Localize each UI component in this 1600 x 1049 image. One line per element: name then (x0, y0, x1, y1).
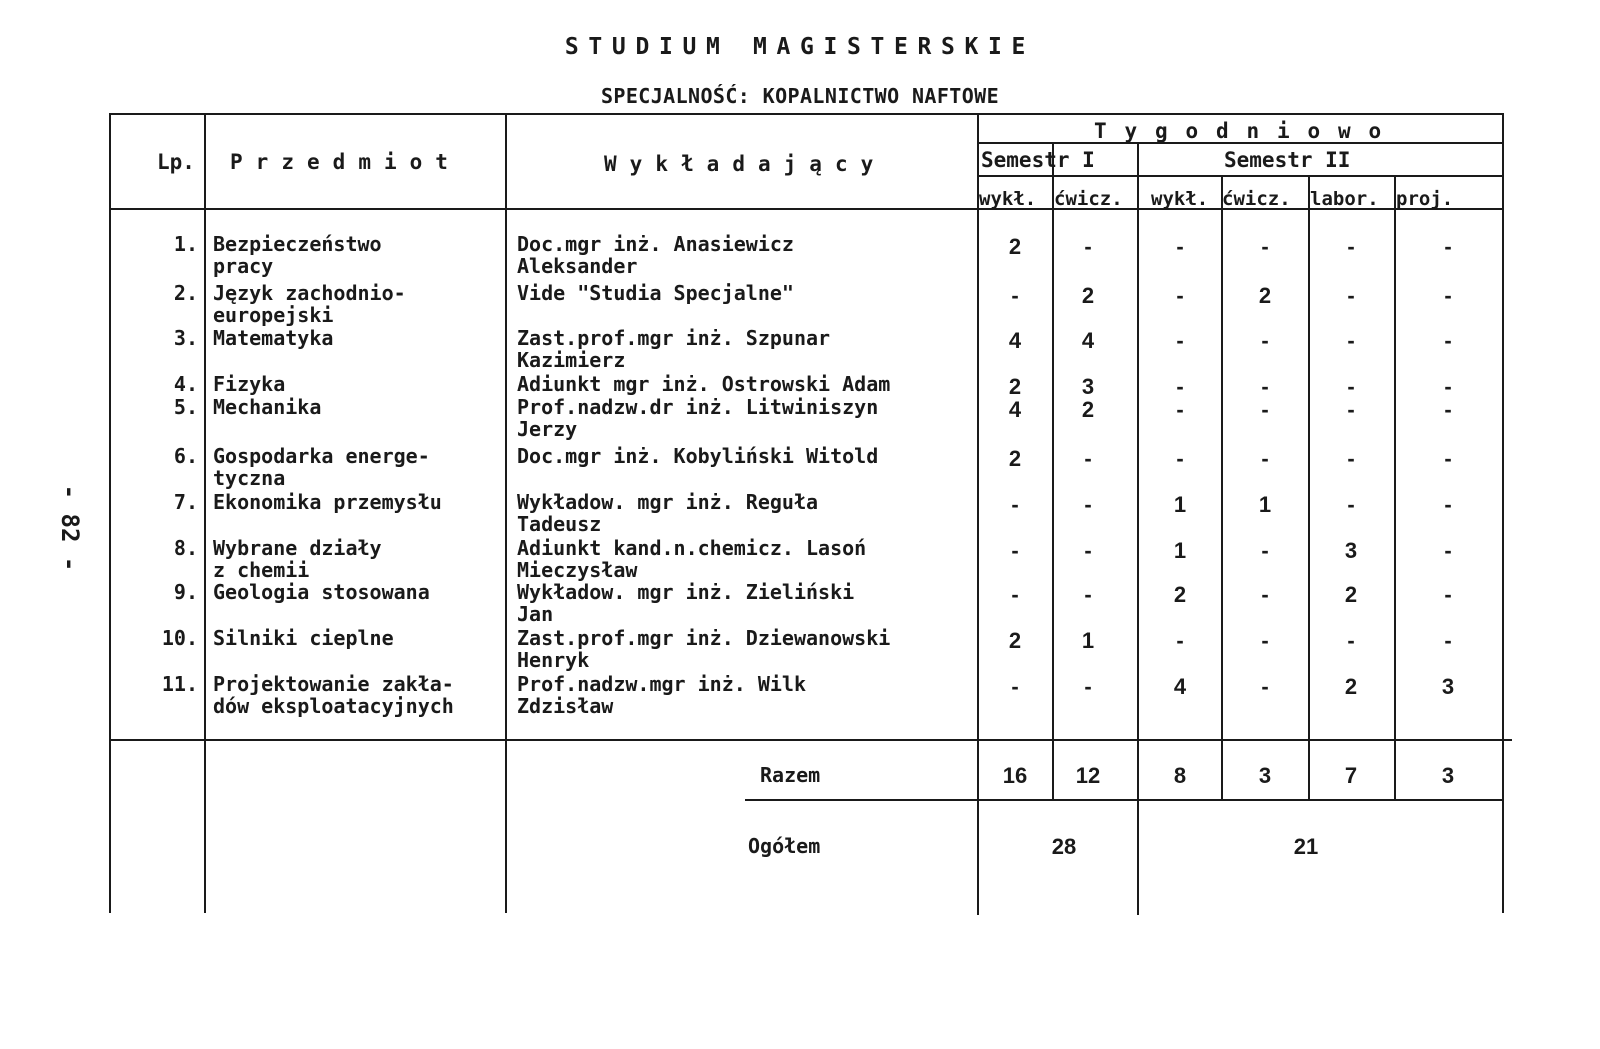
row-hours-cell: - (1011, 674, 1019, 699)
row-hours-cell: 3 (1081, 374, 1095, 399)
row-hours-cell: - (1261, 397, 1269, 422)
header-semester-1: Semestr I (981, 148, 1095, 172)
row-subject: Projektowanie zakła- (213, 672, 454, 696)
grid-line (1394, 175, 1396, 800)
row-lp: 7. (173, 490, 198, 514)
row-subject: pracy (213, 254, 274, 278)
row-hours-cell: - (1176, 374, 1184, 399)
row-hours-cell: 2 (1008, 234, 1022, 259)
row-hours-cell: - (1176, 283, 1184, 308)
row-hours-cell: 1 (1173, 492, 1187, 517)
row-lecturer: Adiunkt mgr inż. Ostrowski Adam (517, 372, 891, 396)
ogolem-semester-1: 28 (1051, 834, 1077, 859)
grid-line (978, 175, 1504, 177)
row-hours-cell: - (1444, 538, 1452, 563)
row-lp: 1. (173, 232, 198, 256)
header-sub-proj: proj. (1396, 188, 1454, 210)
grid-line (1502, 113, 1504, 913)
row-lecturer: Zdzisław (517, 694, 614, 718)
row-lecturer: Adiunkt kand.n.chemicz. Lasoń (517, 536, 867, 560)
row-lecturer: Doc.mgr inż. Anasiewicz (517, 232, 794, 256)
row-hours-cell: 4 (1173, 674, 1187, 699)
grid-line (110, 208, 1504, 210)
row-subject: Gospodarka energe- (213, 444, 430, 468)
row-hours-cell: 4 (1008, 328, 1022, 353)
row-hours-cell: - (1347, 397, 1355, 422)
row-subject: z chemii (213, 558, 310, 582)
header-sub-labor: labor. (1310, 188, 1379, 210)
grid-line (1221, 175, 1223, 800)
row-hours-cell: 4 (1008, 397, 1022, 422)
row-hours-cell: - (1176, 628, 1184, 653)
page-number: - 82 - (56, 484, 84, 572)
row-lp: 4. (173, 372, 198, 396)
razem-cell: 3 (1441, 763, 1455, 788)
row-hours-cell: - (1261, 538, 1269, 563)
row-hours-cell: - (1444, 283, 1452, 308)
row-hours-cell: - (1261, 628, 1269, 653)
razem-cell: 3 (1258, 763, 1272, 788)
row-subject: Silniki cieplne (213, 626, 394, 650)
row-hours-cell: 2 (1344, 674, 1358, 699)
row-subject: dów eksploatacyjnych (213, 694, 454, 718)
header-weekly: Tygodniowo (1094, 119, 1399, 143)
row-subject: Bezpieczeństwo (213, 232, 382, 256)
row-hours-cell: - (1444, 582, 1452, 607)
row-lecturer: Kazimierz (517, 348, 626, 372)
row-hours-cell: - (1347, 283, 1355, 308)
row-lecturer: Jerzy (517, 417, 578, 441)
row-lecturer: Zast.prof.mgr inż. Szpunar (517, 326, 831, 350)
row-hours-cell: - (1444, 328, 1452, 353)
row-hours-cell: 2 (1258, 283, 1272, 308)
row-lp: 8. (173, 536, 198, 560)
grid-line (1137, 142, 1139, 915)
row-hours-cell: 1 (1081, 628, 1095, 653)
row-hours-cell: - (1011, 538, 1019, 563)
page-title: STUDIUM MAGISTERSKIE (564, 34, 1036, 60)
grid-line (204, 113, 206, 913)
row-lecturer: Tadeusz (517, 512, 602, 536)
row-hours-cell: 4 (1081, 328, 1095, 353)
razem-cell: 7 (1344, 763, 1358, 788)
row-hours-cell: 2 (1344, 582, 1358, 607)
row-hours-cell: 2 (1008, 446, 1022, 471)
row-hours-cell: - (1084, 582, 1092, 607)
row-hours-cell: 2 (1081, 283, 1095, 308)
row-hours-cell: - (1347, 628, 1355, 653)
row-lp: 10. (161, 626, 198, 650)
header-subject: Przedmiot (230, 150, 461, 174)
ogolem-semester-2: 21 (1293, 834, 1319, 859)
grid-line (505, 113, 507, 913)
header-sub-cwicz-2: ćwicz. (1222, 188, 1291, 210)
row-hours-cell: - (1261, 234, 1269, 259)
row-lecturer: Henryk (517, 648, 590, 672)
row-hours-cell: 3 (1441, 674, 1455, 699)
row-subject: Ekonomika przemysłu (213, 490, 442, 514)
header-sub-cwicz-1: ćwicz. (1054, 188, 1123, 210)
row-hours-cell: - (1084, 234, 1092, 259)
row-hours-cell: - (1261, 582, 1269, 607)
grid-line (745, 799, 1504, 801)
row-hours-cell: - (1444, 234, 1452, 259)
row-hours-cell: - (1347, 374, 1355, 399)
row-lecturer: Aleksander (517, 254, 638, 278)
row-hours-cell: - (1176, 328, 1184, 353)
row-hours-cell: - (1444, 628, 1452, 653)
row-subject: tyczna (213, 466, 286, 490)
grid-line (109, 113, 111, 913)
grid-line (1308, 175, 1310, 800)
row-hours-cell: 2 (1008, 628, 1022, 653)
header-lecturer: Wykładający (604, 152, 887, 176)
row-subject: Fizyka (213, 372, 286, 396)
row-lecturer: Prof.nadzw.dr inż. Litwiniszyn (517, 395, 879, 419)
grid-line (1052, 142, 1054, 800)
row-subject: europejski (213, 303, 334, 327)
razem-cell: 8 (1173, 763, 1187, 788)
row-hours-cell: - (1176, 234, 1184, 259)
row-hours-cell: - (1084, 492, 1092, 517)
row-hours-cell: - (1347, 234, 1355, 259)
grid-line (110, 113, 1504, 115)
row-lecturer: Vide "Studia Specjalne" (517, 281, 794, 305)
header-sub-wykl-1: wykł. (979, 188, 1037, 210)
row-hours-cell: - (1261, 674, 1269, 699)
row-lecturer: Prof.nadzw.mgr inż. Wilk (517, 672, 806, 696)
row-hours-cell: - (1261, 446, 1269, 471)
row-hours-cell: 2 (1173, 582, 1187, 607)
row-hours-cell: - (1176, 446, 1184, 471)
row-hours-cell: 1 (1258, 492, 1272, 517)
header-lp: Lp. (157, 150, 195, 174)
row-hours-cell: - (1347, 492, 1355, 517)
razem-label: Razem (760, 763, 821, 787)
row-hours-cell: - (1444, 492, 1452, 517)
row-hours-cell: - (1444, 446, 1452, 471)
row-lecturer: Mieczysław (517, 558, 638, 582)
row-lp: 11. (161, 672, 198, 696)
header-sub-wykl-2: wykł. (1151, 188, 1209, 210)
row-lp: 5. (173, 395, 198, 419)
row-hours-cell: - (1261, 328, 1269, 353)
row-hours-cell: - (1444, 397, 1452, 422)
razem-cell: 16 (1002, 763, 1028, 788)
row-lecturer: Zast.prof.mgr inż. Dziewanowski (517, 626, 891, 650)
row-subject: Mechanika (213, 395, 322, 419)
row-subject: Geologia stosowana (213, 580, 430, 604)
row-lecturer: Doc.mgr inż. Kobyliński Witold (517, 444, 879, 468)
row-hours-cell: - (1176, 397, 1184, 422)
row-lp: 2. (173, 281, 198, 305)
grid-line (110, 739, 1512, 741)
row-lp: 3. (173, 326, 198, 350)
header-semester-2: Semestr II (1224, 148, 1351, 172)
row-hours-cell: 2 (1081, 397, 1095, 422)
row-hours-cell: - (1084, 674, 1092, 699)
page-subtitle: SPECJALNOŚĆ: KOPALNICTWO NAFTOWE (600, 84, 1000, 108)
row-lp: 9. (173, 580, 198, 604)
row-hours-cell: - (1444, 374, 1452, 399)
row-lp: 6. (173, 444, 198, 468)
row-hours-cell: - (1011, 283, 1019, 308)
row-lecturer: Wykładow. mgr inż. Zieliński (517, 580, 855, 604)
row-lecturer: Jan (517, 602, 554, 626)
row-hours-cell: - (1261, 374, 1269, 399)
row-hours-cell: 2 (1008, 374, 1022, 399)
row-hours-cell: 3 (1344, 538, 1358, 563)
row-hours-cell: - (1347, 328, 1355, 353)
row-subject: Matematyka (213, 326, 334, 350)
row-hours-cell: - (1011, 582, 1019, 607)
row-hours-cell: - (1347, 446, 1355, 471)
row-lecturer: Wykładow. mgr inż. Reguła (517, 490, 819, 514)
row-subject: Język zachodnio- (213, 281, 406, 305)
ogolem-label: Ogółem (748, 834, 821, 858)
row-hours-cell: 1 (1173, 538, 1187, 563)
row-subject: Wybrane działy (213, 536, 382, 560)
grid-line (977, 113, 979, 915)
row-hours-cell: - (1011, 492, 1019, 517)
razem-cell: 12 (1075, 763, 1101, 788)
row-hours-cell: - (1084, 446, 1092, 471)
row-hours-cell: - (1084, 538, 1092, 563)
